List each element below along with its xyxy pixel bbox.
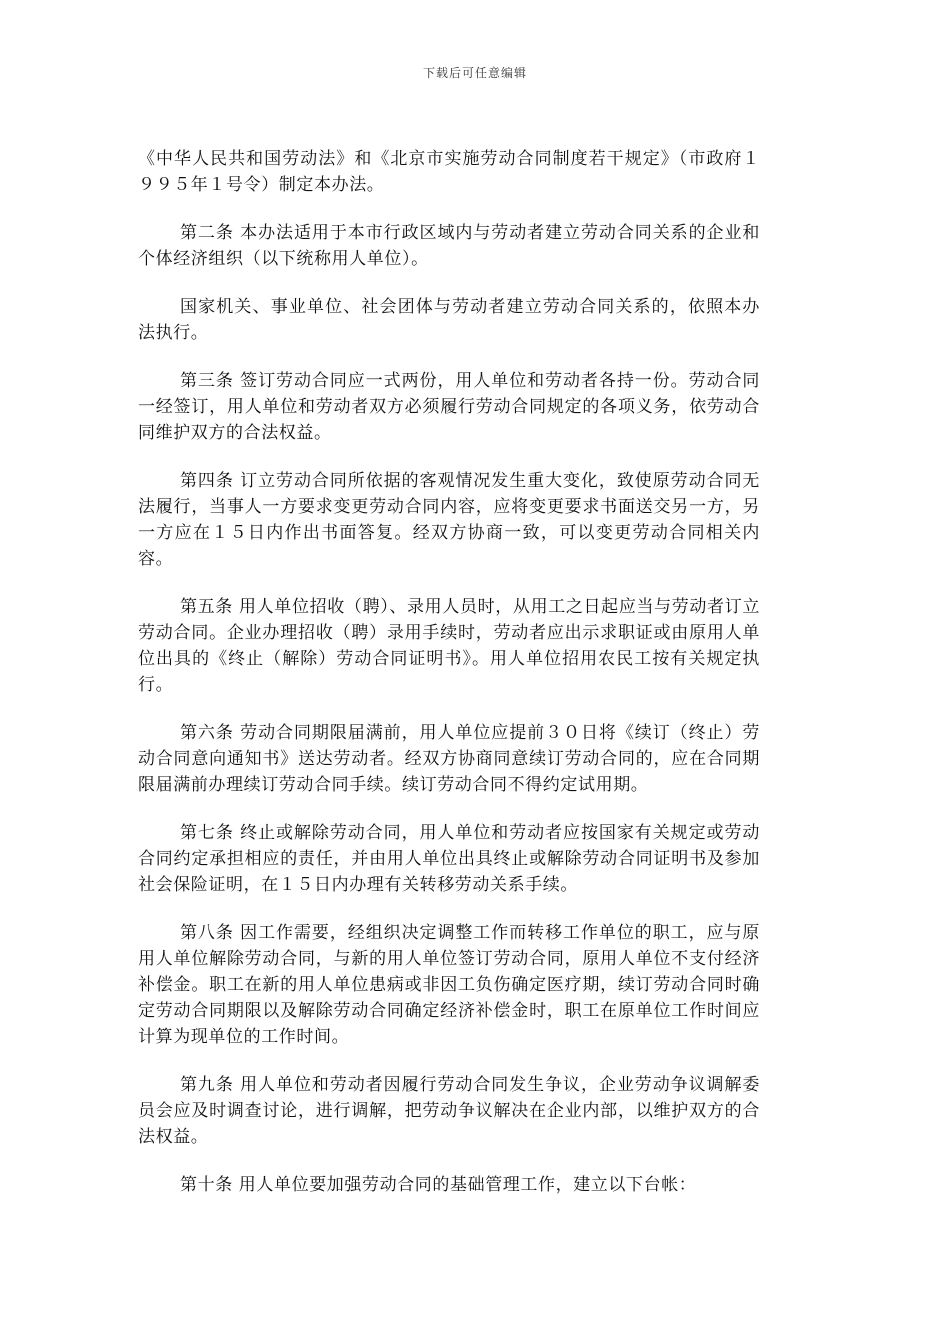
paragraph-article-4: 第四条 订立劳动合同所依据的客观情况发生重大变化，致使原劳动合同无法履行，当事人一方要求变更劳动合同内容，应将变更要求书面送交另一方，另一方应在１５日内作出书面答复。经双方协商一致，可以变更劳动合同相关内容。 — [138, 471, 760, 569]
paragraph-article-9: 第九条 用人单位和劳动者因履行劳动合同发生争议，企业劳动争议调解委员会应及时调查讨论，进行调解，把劳动争议解决在企业内部，以维护双方的合法权益。 — [138, 1075, 760, 1147]
page-header: 下载后可任意编辑 — [422, 66, 527, 80]
paragraph-article-7: 第七条 终止或解除劳动合同，用人单位和劳动者应按国家有关规定或劳动合同约定承担相应的责任，并由用人单位出具终止或解除劳动合同证明书及参加社会保险证明，在１５日内办理有关转移劳动关系手续。 — [138, 823, 760, 895]
paragraph-article-2: 第二条 本办法适用于本市行政区域内与劳动者建立劳动合同关系的企业和个体经济组织（以下统称用人单位）。 — [138, 223, 760, 269]
paragraph-article-5: 第五条 用人单位招收（聘）、录用人员时，从用工之日起应当与劳动者订立劳动合同。企业办理招收（聘）录用手续时，劳动者应出示求职证或由原用人单位出具的《终止（解除）劳动合同证明书》。用人单位招用农民工按有关规定执行。 — [138, 597, 760, 695]
paragraph-preamble: 《中华人民共和国劳动法》和《北京市实施劳动合同制度若干规定》（市政府１９９５年１号令）制定本办法。 — [138, 149, 760, 195]
paragraph-article-10: 第十条 用人单位要加强劳动合同的基础管理工作，建立以下台帐： — [180, 1175, 697, 1195]
paragraph-article-8: 第八条 因工作需要，经组织决定调整工作而转移工作单位的职工，应与原用人单位解除劳动合同，与新的用人单位签订劳动合同，原用人单位不支付经济补偿金。职工在新的用人单位患病或非因工负伤确定医疗期，续订劳动合同时确定劳动合同期限以及解除劳动合同确定经济补偿金时，职工在原单位工作时间应计算为现单位的工作时间。 — [138, 923, 760, 1047]
document-body — [138, 146, 760, 1220]
paragraph-article-2-continued: 国家机关、事业单位、社会团体与劳动者建立劳动合同关系的，依照本办法执行。 — [138, 297, 760, 343]
paragraph-article-3: 第三条 签订劳动合同应一式两份，用人单位和劳动者各持一份。劳动合同一经签订，用人单位和劳动者双方必须履行劳动合同规定的各项义务，依劳动合同维护双方的合法权益。 — [138, 371, 760, 443]
paragraph-article-6: 第六条 劳动合同期限届满前，用人单位应提前３０日将《续订（终止）劳动合同意向通知书》送达劳动者。经双方协商同意续订劳动合同的，应在合同期限届满前办理续订劳动合同手续。续订劳动合同不得约定试用期。 — [138, 723, 760, 795]
